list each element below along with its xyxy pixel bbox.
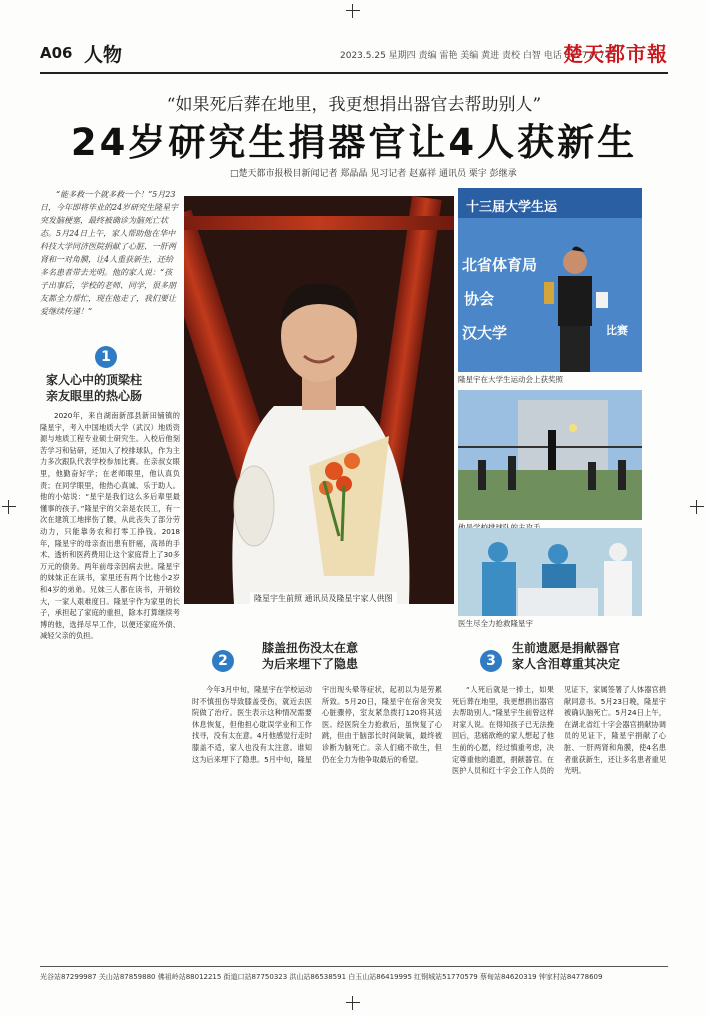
main-portrait-photo (184, 196, 454, 604)
hospital-photo (458, 528, 642, 616)
banner-text-5: 比赛 (606, 324, 628, 337)
hospital-photo-caption: 医生尽全力抢救隆星宇 (458, 619, 533, 628)
page-number: A06 (40, 44, 73, 62)
section-name: 人物 (84, 44, 123, 66)
page-header (40, 36, 668, 74)
newspaper-logo: 楚天都市報 (563, 42, 668, 66)
article-lead: “能多救一个就多救一个！”5月23日，今年即将毕业的24岁研究生隆星宇突发脑梗塞，最终被确诊为脑死亡状态。5月24日上午，家人帮助他在华中科技大学同济医院捐献了心脏、一肝两肾和一对角膜，让4人重获新生，还给多名患者带去光明。他的家人说：“孩子出事后，学校的老师、同学，很多朋友都全力帮忙，现在他走了，我们要让爱继续传递！” (40, 190, 179, 316)
section-2-title-line2: 为后来埋下了隐患 (262, 657, 359, 671)
award-photo-caption: 隆星宇在大学生运动会上获奖照 (458, 375, 563, 384)
section-1-body: 2020年，来自湖南新邵县新田铺镇的隆星宇，考入中国地质大学（武汉）地质资源与地质工程专业硕士研究生。入校后他刻苦学习和钻研，还加入了校排球队，作为主力多次跟队代表学校参加比赛。在亲叔女眼里，他勤奋好学；在老师眼里，他认真负责；在同学眼里，他热心真诚、乐于助人。他的小姑说：“星宇是我们这么多后辈里最懂事的孩子。”隆星宇的父亲是农民工，有一次在建筑工地摔伤了腰，从此丧失了部分劳动力，只能靠务农和打零工挣钱。2018年，隆星宇的母亲查出患有肝癌，高昂的手术、透析和医药费用让这个家庭背上了30多万元的债务。两年前母亲因病去世。隆星宇的妹妹正在读书，家里还有两个比他小2岁和4岁的弟弟。兄妹三人都在读书，开销较大，一家人艰难度日。隆星宇作为家里的长子，承担起了家庭的重担，除本打算继续考博的他，选择尽早工作，以便还家庭外债、减轻父亲的负担。 (40, 411, 180, 641)
issue-info: 2023.5.25 星期四 责编 雷艳 美编 黄进 责校 白智 电话 86777777 (340, 51, 611, 61)
section-number-1: 1 (95, 346, 117, 368)
person-with-flowers (214, 256, 424, 604)
registration-mark-top (346, 4, 360, 18)
section-3-title-line1: 生前遗愿是捐献器官 (512, 641, 621, 655)
section-2-body: 今年3月中旬，隆星宇在学校运动时不慎扭伤导致膝盖受伤，就近去医院做了治疗。医生表示这种情况需要休息恢复，但他担心耽误学业和工作找寻，没有太在意。4月他感觉行走时膝盖不适，家人也没有太注意。谁知这为后来埋下了隐患。5月中旬，隆星宇出现头晕等症状，起初以为是劳累所致。5月20日，隆星宇在宿舍突发心脏骤停，室友紧急拨打120将其送医。经医院全力抢救后，虽恢复了心跳，但由于脑部长时间缺氧，最终被诊断为脑死亡。亲人们痛不欲生，但仍在全力为他争取最后的希望。 (192, 685, 442, 764)
registration-mark-left (2, 500, 16, 514)
banner-text-4: 汉大学 (462, 324, 508, 342)
article-headline: 24岁研究生捐器官让4人获新生 (70, 121, 638, 164)
main-photo-caption: 隆星宇生前照 通讯员及隆星宇家人供图 (250, 592, 397, 605)
section-number-3: 3 (480, 650, 502, 672)
players-icon (458, 420, 642, 520)
medical-staff-icon (458, 528, 642, 616)
article-subhead: “如果死后葬在地里，我更想捐出器官去帮助别人” (166, 95, 542, 115)
banner-text-1: 十三届大学生运 (466, 200, 558, 215)
article-byline: □楚天都市报极目新闻记者 郑晶晶 见习记者 赵嘉祥 通讯员 栗宇 彭继承 (230, 169, 517, 179)
award-photo (458, 188, 642, 372)
section-2-title-line1: 膝盖扭伤没太在意 (262, 641, 359, 655)
section-3-title-line2: 家人含泪尊重其决定 (512, 657, 621, 671)
section-3-body: “人死后就是一捧土，如果死后葬在地里，我更想捐出器官去帮助别人。”隆星宇生前曾这样对家人说。在得知孩子已无法挽回后，悲痛欲绝的家人想起了他生前的心愿，经过慎重考虑，决定尊重他的遗愿，捐献器官。在医护人员和红十字会工作人员的见证下，家属签署了人体器官捐献同意书。5月23日晚，隆星宇被确认脑死亡。5月24日上午，在湖北省红十字会器官捐献协调员的见证下，隆星宇捐献了心脏、一肝两肾和角膜，使4名患者重获新生，还让多名患者重见光明。 (452, 685, 666, 776)
distribution-stations: 光谷站87299987 关山站87859880 佛祖岭站88012215 街道口站87750323 洪山站86538591 白玉山站86419995 红钢城站51770579 蔡甸站84620319 钟家村站84778609 (40, 966, 668, 987)
banner-text-3: 协会 (464, 290, 495, 308)
section-number-2: 2 (212, 650, 234, 672)
volleyball-photo (458, 390, 642, 520)
section-1-title-line1: 家人心中的顶梁柱 (46, 373, 143, 387)
athlete-with-trophy (540, 242, 610, 372)
section-1-title-line2: 亲友眼里的热心肠 (46, 389, 143, 403)
registration-mark-bottom (346, 996, 360, 1010)
registration-mark-right (690, 500, 704, 514)
banner-text-2: 北省体育局 (462, 256, 538, 274)
